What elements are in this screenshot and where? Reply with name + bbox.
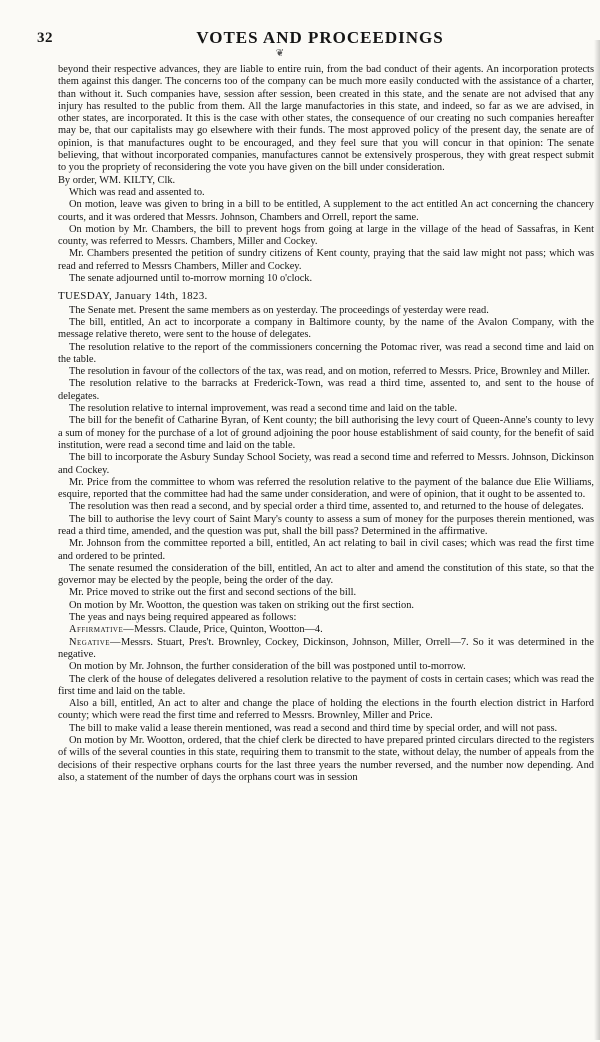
paragraph: Mr. Price moved to strike out the first and second sections of the bill. [69,587,357,599]
paragraph: The bill to incorporate the Asbury Sunday School Society, was read a second time and referred to Messrs. Johnson, Dickinson and Cockey. [58,452,594,476]
paragraph: On motion by Mr. Johnson, the further consideration of the bill was postponed until to-morrow. [69,661,466,673]
paragraph: The bill, entitled, An act to incorporate a company in Baltimore county, by the name of the Avalon Company, with the message relative thereto, were sent to the house of delegates. [58,316,594,341]
paragraph: Mr. Chambers presented the petition of sundry citizens of Kent county, praying that the said law might not pass; which was read and referred to Messrs Chambers, Miller and Cockey. [58,248,594,272]
paragraph: The yeas and nays being required appeared as follows: [69,612,297,624]
paragraph: The resolution relative to internal improvement, was read a second time and laid on the table. [69,403,458,415]
negative-names: Messrs. Stuart, Pres't. Brownley, Cockey, Dickinson, Johnson, Miller, Orrell—7. So it was determined in the negative. [58,636,594,660]
paragraph: The resolution was then read a second, and by special order a third time, assented to, and returned to the house of delegates. [69,501,584,513]
signature-line: By order, WM. KILTY, Clk. [58,174,176,186]
paragraph: The resolution relative to the barracks at Frederick-Town, was read a third time, assented to, and sent to the house of delegates. [58,378,594,402]
page-number: 32 [37,30,53,46]
paragraph: Which was read and assented to. [69,186,205,198]
paragraph: On motion, leave was given to bring in a bill to be entitled, A supplement to the act entitled An act concerning the chancery courts, and it was ordered that Messrs. Johnson, Chambers and Orrell, report the same. [58,199,594,223]
paragraph: On motion by Mr. Wootton, ordered, that the chief clerk be directed to have prepared printed circulars directed to the registers of wills of the several counties in this state, requiring them to transmit to the state, without delay, the number of appeals from the decisions of their respective orphans courts for the last three years the number reversed, and the number now depending. And also, a statement of the number of days the orphans court was in session [58,735,594,783]
ornament-icon: ❦ [275,48,285,59]
paragraph: The resolution relative to the report of the commissioners concerning the Potomac river, was read a second time and laid on the table. [58,341,594,365]
date-heading: TUESDAY, January 14th, 1823. [58,290,208,303]
paragraph: The bill to make valid a lease therein mentioned, was read a second and third time by special order, and will not pass. [69,722,558,734]
paragraph: The clerk of the house of delegates delivered a resolution relative to the payment of costs in certain cases; which was read the first time and laid on the table. [58,673,594,697]
paragraph: The bill to authorise the levy court of Saint Mary's county to assess a sum of money for the purposes therein mentioned, was read a third time, amended, and the question was put, shall the bill pass? Determined in the affirmative. [58,513,594,537]
affirmative-names: Messrs. Claude, Price, Quinton, Wootton—4. [134,624,323,636]
paragraph: On motion by Mr. Wootton, the question was taken on striking out the first section. [69,599,415,611]
paragraph: The senate resumed the consideration of the bill, entitled, An act to alter and amend the constitution of this state, so that the governor may be elected by the people, being the order of the day. [58,562,594,587]
paragraph: The Senate met. Present the same members as on yesterday. The proceedings of yesterday were read. [69,304,489,316]
paragraph: The resolution in favour of the collectors of the tax, was read, and on motion, referred to Messrs. Price, Brownley and Miller. [69,366,590,378]
negative-vote [58,637,594,662]
paragraph: On motion by Mr. Chambers, the bill to prevent hogs from going at large in the village of the head of Sassafras, in Kent county, was referred to Messrs. Chambers, Miller and Cockey. [58,223,594,248]
paragraph: The senate adjourned until to-morrow morning 10 o'clock. [69,273,313,285]
paragraph: beyond their respective advances, they are liable to entire ruin, from the bad conduct of their agents. An incorporation protects them against this danger. The concerns too of the company can be much more easily conducted with the assistance of a charter, than without it. Such companies have, session after session, been created in this state, and the senate are not advised that any injury has resulted to the public from them. All the large manufactories in this state, and indeed, so far as we are advised, in other states, are incorporated. It this is the case with other states, the consequence of our creating no such companies hereafter may be, that our capitalists may go elsewhere with their funds. The most approved policy of the present day, the senate are of opinion, is that manufactures ought to be encouraged, and they feel sure that you will concur in that opinion: The senate believing, that without incorporated companies, manufactures cannot be extensively prosperous, they with great respect submit to you the propriety of reconsidering the vote you have given on the bill under consideration. [58,64,594,174]
running-head-title: VOTES AND PROCEEDINGS [196,28,444,47]
proceedings-text [58,64,594,784]
scan-edge-shadow [594,40,600,1040]
paragraph: Mr. Johnson from the committee reported a bill, entitled, An act relating to bail in civil cases; which was read the first time and ordered to be printed. [58,538,594,562]
affirmative-label: Affirmative— [69,624,135,636]
paragraph: The bill for the benefit of Catharine Byran, of Kent county; the bill authorising the levy court of Queen-Anne's county to levy a sum of money for the purchase of a lot of ground adjoining the poor house establishment of said county, for the benefit of said institution, were read a second time and laid on the table. [58,415,594,451]
paragraph: Mr. Price from the committee to whom was referred the resolution relative to the payment of the balance due Elie Williams, esquire, reported that the committee had had the same under consideration, and were of opinion, that it ought to be assented to. [58,476,594,501]
page-header [0,28,600,50]
negative-label: Negative— [69,636,121,648]
paragraph: Also a bill, entitled, An act to alter and change the place of holding the elections in the fourth election district in Harford county; which were read the first time and referred to Messrs. Brownley, Miller and Price. [58,698,594,722]
affirmative-vote [58,624,594,636]
